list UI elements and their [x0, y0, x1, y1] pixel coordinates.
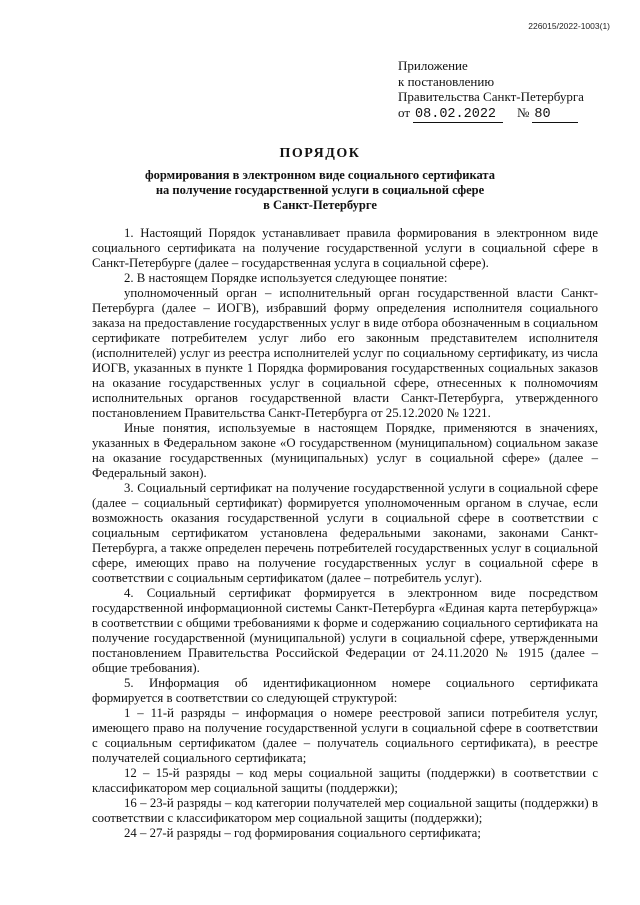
paragraph: 12 – 15-й разряды – код меры социальной защиты (поддержки) в соответствии с классификатором мер социальной защиты (поддержки);: [92, 766, 598, 795]
title-line-2: на получение государственной услуги в социальной сфере: [155, 183, 485, 197]
title-line-1: формирования в электронном виде социального сертификата: [145, 168, 495, 182]
paragraph: 2. В настоящем Порядке используется следующее понятие:: [124, 271, 448, 285]
paragraph: 4. Социальный сертификат формируется в электронном виде посредством государственной информационной системы Санкт-Петербурга «Единая карта петербуржца» в соответствии с общими требованиями к форме и содержанию социального сертификата на получение государственной (муниципальной) услуги в социальной сфере, утвержденными постановлением Правительства Российской Федерации от 24.11.2020 № 1915 (далее – общие требования).: [92, 586, 598, 675]
paragraph: Иные понятия, используемые в настоящем Порядке, применяются в значениях, указанных в Федеральном законе «О государственном (муниципальном) социальном заказе на оказание государственных (муниципальных) услуг в социальной сфере» (далее – Федеральный закон).: [92, 421, 598, 480]
decree-date: 08.02.2022: [413, 108, 503, 123]
paragraph: 5. Информация об идентификационном номере социального сертификата формируется в соответствии со следующей структурой:: [92, 676, 598, 705]
title-line-3: в Санкт-Петербурге: [263, 198, 377, 212]
document-title: [100, 146, 540, 213]
paragraph: 24 – 27-й разряды – год формирования социального сертификата;: [124, 826, 481, 840]
annex-block: [398, 58, 618, 123]
number-label: №: [517, 104, 530, 120]
paragraph: 1 – 11-й разряды – информация о номере реестровой записи потребителя услуг, имеющего право на получение государственной услуги в социальной сфере в соответствии с социальным сертификатом (далее – получатель социального сертификата), в реестре получателей социального сертификата;: [92, 706, 598, 765]
paragraph: 3. Социальный сертификат на получение государственной услуги в социальной сфере (далее – социальный сертификат) формируется уполномоченным органом в случае, если возможность оказания государственной услуги в социальной сфере в соответствии с социальным сертификатом установлена федеральными законами, законами Санкт-Петербурга, а также определен перечень потребителей государственных услуг в социальной сфере, имеющих право на получение государственных услуг в социальной сфере в соответствии с социальным сертификатом (далее – потребитель услуг).: [92, 481, 598, 585]
paragraph: 16 – 23-й разряды – код категории получателей мер социальной защиты (поддержки) в соответствии с классификатором мер социальной защиты (поддержки);: [92, 796, 598, 825]
annex-authority: Правительства Санкт-Петербурга: [398, 89, 584, 104]
annex-date-line: [398, 105, 618, 123]
title-main: ПОРЯДОК: [279, 146, 361, 161]
annex-title: Приложение: [398, 58, 468, 73]
document-registration-number: 226015/2022-1003(1): [528, 21, 610, 31]
paragraph: 1. Настоящий Порядок устанавливает правила формирования в электронном виде социального сертификата на получение государственной услуги в социальной сфере в Санкт-Петербурге (далее – государственная услуга в социальной сфере).: [92, 226, 598, 270]
document-body: [92, 226, 598, 841]
annex-reference: к постановлению: [398, 73, 495, 89]
paragraph: уполномоченный орган – исполнительный орган государственной власти Санкт-Петербурга (далее – ИОГВ), избравший форму определения исполнителя социального заказа на предоставление государственных услуг в виде отбора обозначенным в социальном сертификате потребителем услуг либо его законным представителем исполнителя (исполнителей) услуг из реестра исполнителей услуг по социальному сертификату, из числа ИОГВ, указанных в пункте 1 Порядка формирования государственных социальных заказов на оказание государственных услуг в социальной сфере, отнесенных к полномочиям исполнительных органов государственной власти Санкт-Петербурга, утвержденного постановлением Правительства Санкт-Петербурга от 25.12.2020 № 1221.: [92, 286, 598, 420]
date-label: от: [398, 104, 411, 120]
decree-number: 80: [532, 108, 578, 123]
